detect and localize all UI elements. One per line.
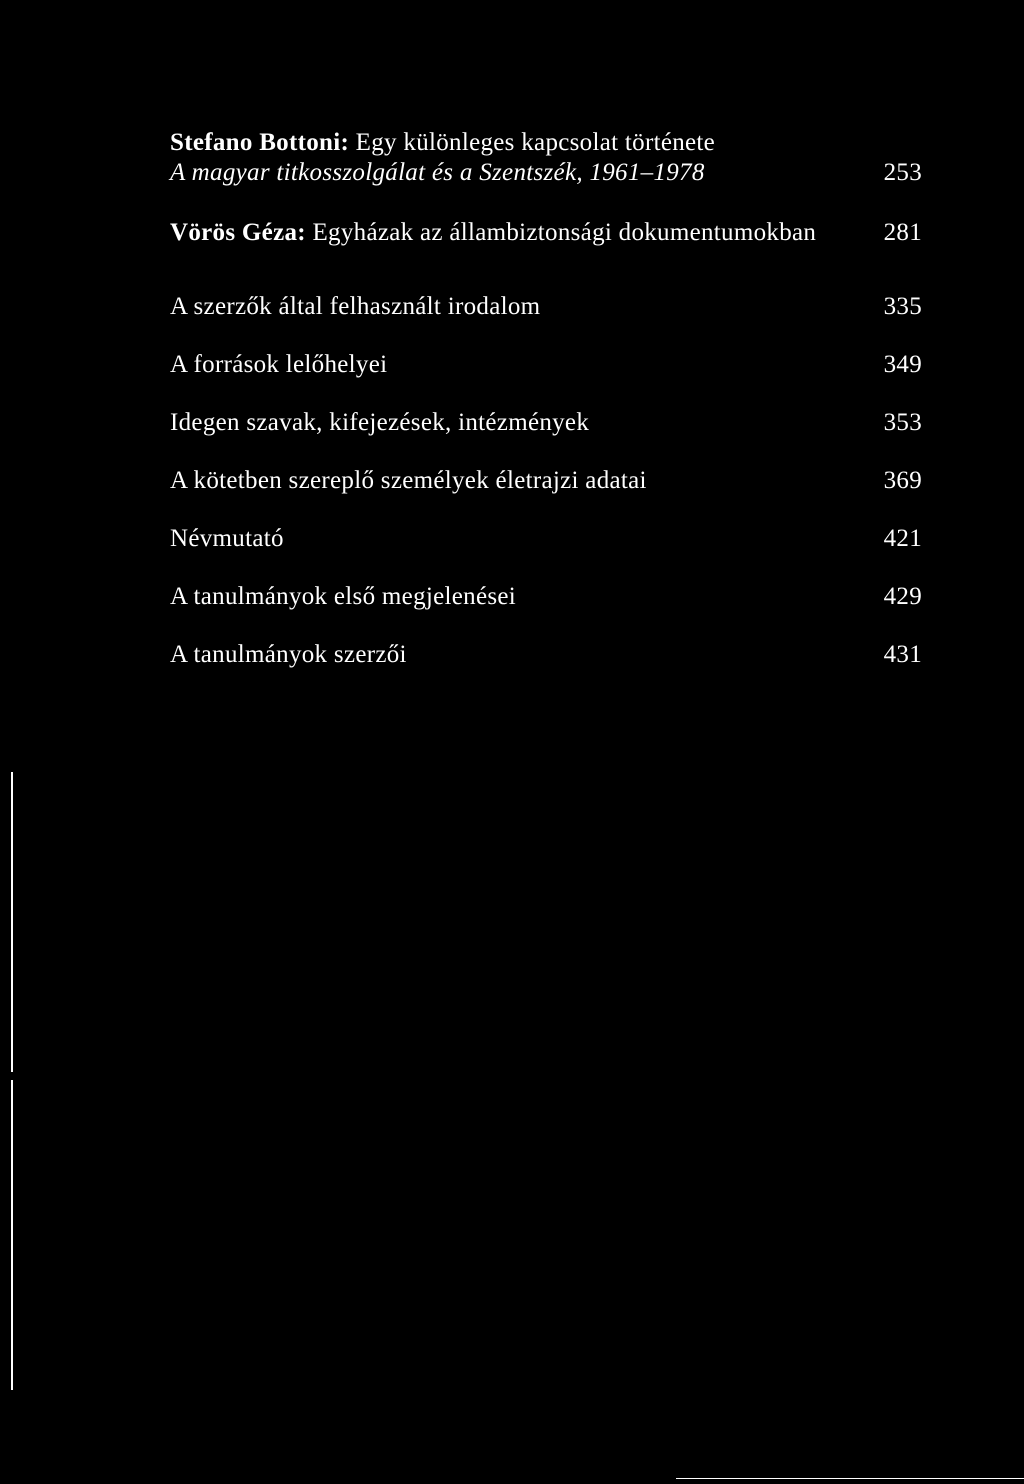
- toc-entry-page: 429: [883, 583, 922, 610]
- toc-entry-title-text: Egy különleges kapcsolat története: [355, 129, 716, 156]
- toc-entry-page: 353: [883, 409, 922, 436]
- toc-entry-page: 431: [883, 641, 922, 668]
- toc-entry-name-index[interactable]: [170, 524, 922, 554]
- toc-entry-title-text: Idegen szavak, kifejezések, intézmények: [170, 409, 590, 436]
- toc-entry-title-text: A tanulmányok első megjelenései: [170, 583, 517, 610]
- toc-entry-voros[interactable]: [170, 218, 922, 248]
- toc-entry-title: [170, 128, 922, 158]
- toc-entry-page: 349: [883, 351, 922, 378]
- toc-entry-title-text: A források lelőhelyei: [170, 351, 388, 378]
- toc-entry-bottoni[interactable]: [170, 128, 922, 188]
- toc-entry-title-text: Névmutató: [170, 525, 284, 552]
- toc-entry-author: Stefano Bottoni:: [170, 129, 350, 156]
- scan-edge-line-left: [11, 772, 13, 1072]
- toc-entry-page: 335: [883, 293, 922, 320]
- toc-entry-bibliography[interactable]: [170, 292, 922, 322]
- toc-entry-author: Vörös Géza:: [170, 219, 306, 246]
- toc-entry-authors[interactable]: [170, 640, 922, 670]
- scan-edge-line-bottom: [676, 1478, 1024, 1479]
- toc-entry-title-text: A tanulmányok szerzői: [170, 641, 407, 668]
- toc-entry-title-text: Egyházak az állambiztonsági dokumentumokban: [312, 219, 817, 246]
- scan-edge-line-left-lower: [11, 1080, 13, 1390]
- toc-entry-title: [170, 218, 922, 248]
- toc-entry-subtitle: A magyar titkosszolgálat és a Szentszék, 1961–1978: [170, 159, 705, 186]
- toc-entry-title-text: A kötetben szereplő személyek életrajzi adatai: [170, 467, 647, 494]
- toc-entry-page: 253: [883, 159, 922, 186]
- toc-entry-page: 369: [883, 467, 922, 494]
- toc-entry-sources[interactable]: [170, 350, 922, 380]
- toc-entry-biographies[interactable]: [170, 466, 922, 496]
- table-of-contents: [170, 128, 922, 670]
- toc-entry-first-publications[interactable]: [170, 582, 922, 612]
- toc-entry-title-text: A szerzők által felhasznált irodalom: [170, 293, 541, 320]
- toc-entry-page: 281: [883, 219, 922, 246]
- toc-entry-glossary[interactable]: [170, 408, 922, 438]
- toc-entry-page: 421: [883, 525, 922, 552]
